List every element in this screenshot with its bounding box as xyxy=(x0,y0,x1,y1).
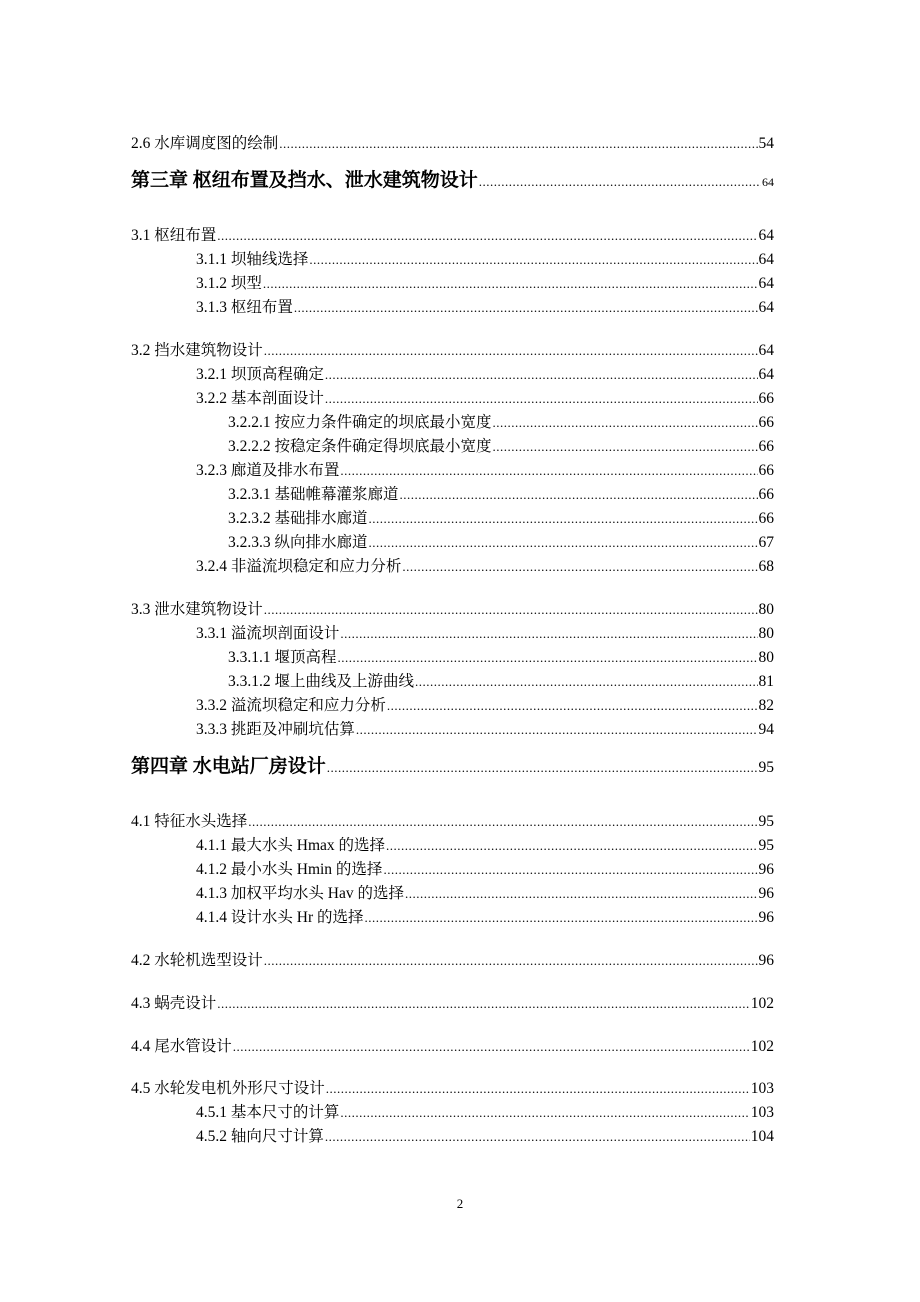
toc-entry-3-2-4[interactable] xyxy=(196,556,774,578)
toc-entry-page: 94 xyxy=(758,721,774,738)
toc-entry-4-1-4[interactable] xyxy=(196,907,774,929)
dot-leader xyxy=(479,169,761,195)
toc-entry-page: 66 xyxy=(758,390,774,407)
dot-leader xyxy=(264,340,758,362)
toc-entry-3-2-3-3[interactable] xyxy=(228,532,774,554)
dot-leader xyxy=(327,755,758,781)
toc-entry-page: 103 xyxy=(750,1104,774,1121)
toc-entry-3-1-2[interactable] xyxy=(196,273,774,295)
dot-leader xyxy=(338,647,758,669)
toc-chapter-4[interactable] xyxy=(131,754,774,780)
toc-entry-title: 4.5 水轮发电机外形尺寸设计 xyxy=(131,1080,325,1097)
dot-leader xyxy=(326,1078,750,1100)
toc-entry-page: 66 xyxy=(758,438,774,455)
toc-entry-3-1[interactable] xyxy=(131,225,774,247)
toc-entry-3-2-3[interactable] xyxy=(196,460,774,482)
toc-entry-4-1[interactable] xyxy=(131,811,774,833)
toc-entry-title: 3.2.3.3 纵向排水廊道 xyxy=(228,534,368,551)
toc-entry-page: 66 xyxy=(758,414,774,431)
toc-entry-page: 80 xyxy=(758,601,774,618)
toc-chapter-page: 95 xyxy=(758,759,774,776)
toc-entry-page: 68 xyxy=(758,558,774,575)
toc-entry-title: 3.2.4 非溢流坝稳定和应力分析 xyxy=(196,558,402,575)
dot-leader xyxy=(405,883,758,905)
toc-entry-title: 2.6 水库调度图的绘制 xyxy=(131,135,279,152)
dot-leader xyxy=(294,297,758,319)
dot-leader xyxy=(356,719,758,741)
toc-entry-title: 3.2 挡水建筑物设计 xyxy=(131,342,263,359)
toc-chapter-page: 64 xyxy=(762,175,774,189)
toc-entry-title: 3.3.1 溢流坝剖面设计 xyxy=(196,625,340,642)
toc-entry-3-2-3-1[interactable] xyxy=(228,484,774,506)
toc-entry-4-1-1[interactable] xyxy=(196,835,774,857)
toc-entry-title: 4.1.3 加权平均水头 Hav 的选择 xyxy=(196,885,404,902)
toc-entry-page: 95 xyxy=(758,813,774,830)
toc-entry-page: 80 xyxy=(758,625,774,642)
toc-entry-3-3-1[interactable] xyxy=(196,623,774,645)
dot-leader xyxy=(369,508,758,530)
dot-leader xyxy=(402,556,757,578)
dot-leader xyxy=(325,1126,750,1148)
toc-entry-page: 96 xyxy=(758,909,774,926)
toc-entry-page: 66 xyxy=(758,510,774,527)
toc-entry-4-5-2[interactable] xyxy=(196,1126,774,1148)
toc-entry-title: 3.1.3 枢纽布置 xyxy=(196,299,293,316)
toc-entry-4-1-2[interactable] xyxy=(196,859,774,881)
toc-entry-page: 96 xyxy=(758,952,774,969)
dot-leader xyxy=(493,436,758,458)
toc-entry-page: 80 xyxy=(758,649,774,666)
toc-entry-page: 66 xyxy=(758,486,774,503)
dot-leader xyxy=(263,273,758,295)
dot-leader xyxy=(400,484,758,506)
toc-entry-page: 64 xyxy=(758,342,774,359)
toc-entry-title: 3.1.1 坝轴线选择 xyxy=(196,251,309,268)
dot-leader xyxy=(309,249,757,271)
toc-entry-title: 4.1.1 最大水头 Hmax 的选择 xyxy=(196,837,386,854)
toc-entry-page: 64 xyxy=(758,227,774,244)
toc-entry-title: 4.3 蜗壳设计 xyxy=(131,995,217,1012)
dot-leader xyxy=(340,623,757,645)
toc-entry-title: 4.5.1 基本尺寸的计算 xyxy=(196,1104,340,1121)
toc-entry-page: 64 xyxy=(758,299,774,316)
toc-entry-page: 82 xyxy=(758,697,774,714)
toc-entry-3-2[interactable] xyxy=(131,340,774,362)
toc-entry-page: 67 xyxy=(758,534,774,551)
toc-entry-page: 95 xyxy=(758,837,774,854)
toc-entry-page: 64 xyxy=(758,366,774,383)
dot-leader xyxy=(415,671,757,693)
toc-entry-page: 96 xyxy=(758,885,774,902)
dot-leader xyxy=(217,225,757,247)
toc-entry-title: 3.2.2.2 按稳定条件确定得坝底最小宽度 xyxy=(228,438,492,455)
toc-entry-3-3-3[interactable] xyxy=(196,719,774,741)
toc-entry-3-1-3[interactable] xyxy=(196,297,774,319)
toc-entry-3-3-1-1[interactable] xyxy=(228,647,774,669)
toc-entry-3-3-1-2[interactable] xyxy=(228,671,774,693)
dot-leader xyxy=(325,388,758,410)
page-number: 2 xyxy=(456,1196,464,1211)
dot-leader xyxy=(383,859,757,881)
toc-entry-title: 4.1.2 最小水头 Hmin 的选择 xyxy=(196,861,383,878)
dot-leader xyxy=(279,133,757,155)
toc-entry-title: 4.4 尾水管设计 xyxy=(131,1038,232,1055)
toc-entry-title: 3.3 泄水建筑物设计 xyxy=(131,601,263,618)
toc-entry-title: 3.2.2 基本剖面设计 xyxy=(196,390,324,407)
toc-entry-3-1-1[interactable] xyxy=(196,249,774,271)
toc-entry-4-3[interactable] xyxy=(131,993,774,1015)
dot-leader xyxy=(387,695,758,717)
dot-leader xyxy=(493,412,758,434)
dot-leader xyxy=(386,835,757,857)
toc-entry-3-3[interactable] xyxy=(131,599,774,621)
dot-leader xyxy=(340,460,757,482)
toc-entry-title: 3.2.3.1 基础帷幕灌浆廊道 xyxy=(228,486,399,503)
toc-entry-page: 96 xyxy=(758,861,774,878)
toc-entry-4-5[interactable] xyxy=(131,1078,774,1100)
toc-entry-title: 3.2.3.2 基础排水廊道 xyxy=(228,510,368,527)
dot-leader xyxy=(217,993,749,1015)
toc-entry-4-2[interactable] xyxy=(131,950,774,972)
toc-entry-title: 3.3.1.1 堰顶高程 xyxy=(228,649,337,666)
dot-leader xyxy=(264,599,758,621)
toc-entry-title: 4.1.4 设计水头 Hr 的选择 xyxy=(196,909,364,926)
toc-entry-4-1-3[interactable] xyxy=(196,883,774,905)
toc-entry-title: 3.2.2.1 按应力条件确定的坝底最小宽度 xyxy=(228,414,492,431)
toc-entry-3-2-2[interactable] xyxy=(196,388,774,410)
toc-entry-title: 3.2.1 坝顶高程确定 xyxy=(196,366,324,383)
toc-entry-page: 64 xyxy=(758,275,774,292)
toc-entry-4-4[interactable] xyxy=(131,1036,774,1058)
toc-entry-page: 81 xyxy=(758,673,774,690)
dot-leader xyxy=(233,1036,750,1058)
dot-leader xyxy=(369,532,758,554)
toc-entry-page: 64 xyxy=(758,251,774,268)
dot-leader xyxy=(248,811,757,833)
toc-entry-title: 4.1 特征水头选择 xyxy=(131,813,248,830)
dot-leader xyxy=(340,1102,749,1124)
toc-entry-page: 104 xyxy=(750,1128,774,1145)
toc-entry-title: 3.1.2 坝型 xyxy=(196,275,262,292)
toc-entry-page: 103 xyxy=(750,1080,774,1097)
toc-entry-page: 102 xyxy=(750,995,774,1012)
toc-entry-title: 3.1 枢纽布置 xyxy=(131,227,217,244)
toc-entry-3-2-3-2[interactable] xyxy=(228,508,774,530)
toc-entry-title: 3.3.2 溢流坝稳定和应力分析 xyxy=(196,697,386,714)
toc-chapter-3[interactable] xyxy=(131,168,774,194)
toc-entry-title: 3.3.1.2 堰上曲线及上游曲线 xyxy=(228,673,415,690)
toc-chapter-title: 第四章 水电站厂房设计 xyxy=(131,756,326,777)
toc-entry-page: 102 xyxy=(750,1038,774,1055)
toc-entry-3-2-2-2[interactable] xyxy=(228,436,774,458)
dot-leader xyxy=(364,907,757,929)
dot-leader xyxy=(325,364,758,386)
toc-entry-title: 3.3.3 挑距及冲刷坑估算 xyxy=(196,721,355,738)
toc-entry-title: 4.2 水轮机选型设计 xyxy=(131,952,263,969)
toc-entry-title: 3.2.3 廊道及排水布置 xyxy=(196,462,340,479)
toc-entry-page: 66 xyxy=(758,462,774,479)
toc-entry-3-2-2-1[interactable] xyxy=(228,412,774,434)
toc-entry-3-3-2[interactable] xyxy=(196,695,774,717)
toc-entry-2-6[interactable] xyxy=(131,133,774,155)
toc-chapter-title: 第三章 枢纽布置及挡水、泄水建筑物设计 xyxy=(131,170,478,191)
toc-entry-4-5-1[interactable] xyxy=(196,1102,774,1124)
toc-entry-title: 4.5.2 轴向尺寸计算 xyxy=(196,1128,324,1145)
toc-entry-3-2-1[interactable] xyxy=(196,364,774,386)
toc-entry-page: 54 xyxy=(758,135,774,152)
dot-leader xyxy=(264,950,758,972)
